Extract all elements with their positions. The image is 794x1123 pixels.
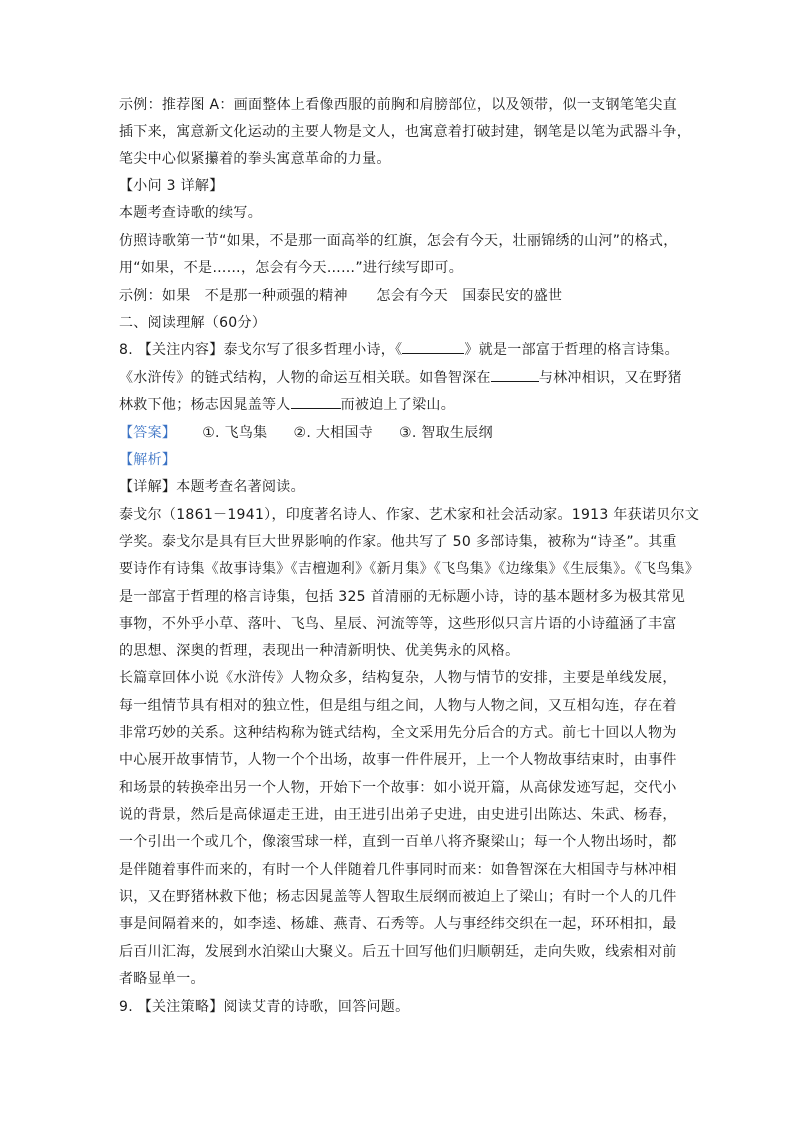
- q9-line: 9. 【关注策略】阅读艾青的诗歌，回答问题。: [119, 999, 410, 1015]
- example-a-line-2: 插下来，寓意新文化运动的主要人物是文人，也寓意着打破封建，钢笔是以笔为武器斗争，: [119, 124, 691, 140]
- analysis-p1-line-3: 要诗作有诗集《故事诗集》《吉檀迦利》《新月集》《飞鸟集》《边缘集》《生辰集》。《飞鸟集》: [119, 561, 700, 577]
- q3-example: 示例：如果 不是那一种顽强的精神 怎会有今天 国泰民安的盛世: [119, 288, 563, 304]
- analysis-p2-line-3: 非常巧妙的关系。这种结构称为链式结构，全文采用先分后合的方式。前七十回以人物为: [119, 725, 677, 741]
- q8-line-2: [119, 369, 682, 387]
- analysis-p2-line-8: 是伴随着事件而来的，有时一个人伴随着几件事同时而来：如鲁智深在大相国寺与林冲相: [119, 862, 677, 878]
- q3-line-1: 本题考查诗歌的续写。: [119, 205, 262, 221]
- analysis-p2-line-7: 一个引出一个或几个，像滚雪球一样，直到一百单八将齐聚梁山；每一个人物出场时，都: [119, 834, 677, 850]
- analysis-p1-line-1: 泰戈尔（1861－1941），印度著名诗人、作家、艺术家和社会活动家。1913 年获诺贝尔文: [119, 507, 700, 523]
- q8-line-1: [119, 341, 679, 359]
- analysis-p2-line-1: 长篇章回体小说《水浒传》人物众多，结构复杂，人物与情节的安排，主要是单线发展，: [119, 670, 677, 686]
- answer-row: [119, 424, 493, 442]
- q8-blank-3: [291, 408, 341, 409]
- analysis-p1-line-5: 事物，不外乎小草、落叶、飞鸟、星辰、河流等等，这些形似只言片语的小诗蕴涵了丰富: [119, 616, 677, 632]
- analysis-p1-line-4: 是一部富于哲理的格言诗集，包括 325 首清丽的无标题小诗，诗的基本题材多为极其常见: [119, 589, 686, 605]
- q3-heading: 【小问 3 详解】: [119, 178, 224, 194]
- analysis-p2-line-9: 识，又在野猪林救下他；杨志因晁盖等人智取生辰纲而被迫上了梁山；有时一个人的几件: [119, 889, 677, 905]
- analysis-p2-line-6: 说的背景，然后是高俅逼走王进，由王进引出弟子史进，由史进引出陈达、朱武、杨春，: [119, 807, 677, 823]
- analysis-p1-line-6: 的思想、深奥的哲理，表现出一种清新明快、优美隽永的风格。: [119, 643, 520, 659]
- q8-line-3-start: 林救下他；杨志因晁盖等人: [119, 397, 291, 413]
- analysis-p2-line-10: 事是间隔着来的，如李逵、杨雄、燕青、石秀等。人与事经纬交织在一起，环环相扣，最: [119, 916, 677, 932]
- analysis-p2-line-11: 后百川汇海，发展到水泊梁山大聚义。后五十回写他们归顺朝廷，走向失败，线索相对前: [119, 944, 677, 960]
- detail-heading: 【详解】本题考查名著阅读。: [119, 479, 305, 495]
- answer-label: 【答案】: [119, 425, 177, 441]
- analysis-p2-line-12: 者略显单一。: [119, 971, 205, 987]
- q8-line-3: [119, 396, 455, 414]
- q8-line-2-end: 与林冲相识，又在野猪: [538, 370, 682, 386]
- section-2-title: 二、阅读理解（60分）: [119, 315, 267, 331]
- analysis-p1-line-2: 学奖。泰戈尔是具有巨大世界影响的作家。他共写了 50 多部诗集，被称为“诗圣”。其重: [119, 534, 677, 550]
- q8-line-1-start: 8. 【关注内容】泰戈尔写了很多哲理小诗，《: [119, 342, 403, 358]
- analysis-label: 【解析】: [119, 452, 177, 468]
- q8-blank-1: [402, 353, 464, 354]
- q3-line-3: 用“如果，不是……，怎会有今天……”进行续写即可。: [119, 260, 464, 276]
- answer-item-3: ③. 智取生辰纲: [399, 425, 493, 441]
- example-a-line-1: 示例：推荐图 A：画面整体上看像西服的前胸和肩膀部位，以及领带，似一支钢笔笔尖直: [119, 97, 678, 113]
- q8-line-2-start: 《水浒传》的链式结构，人物的命运互相关联。如鲁智深在: [119, 370, 491, 386]
- analysis-p2-line-4: 中心展开故事情节，人物一个个出场，故事一件件展开，上一个人物故事结束时，由事件: [119, 752, 677, 768]
- q3-line-2: 仿照诗歌第一节“如果，不是那一面高举的红旗，怎会有今天，壮丽锦绣的山河”的格式，: [119, 233, 678, 249]
- answer-item-2: ②. 大相国寺: [293, 425, 374, 441]
- answer-item-1: ①. 飞鸟集: [202, 425, 268, 441]
- analysis-p2-line-2: 每一组情节具有相对的独立性，但是组与组之间，人物与人物之间，又互相勾连，存在着: [119, 698, 677, 714]
- q8-line-1-end: 》就是一部富于哲理的格言诗集。: [464, 342, 679, 358]
- q8-line-3-end: 而被迫上了梁山。: [340, 397, 456, 413]
- q8-blank-2: [491, 381, 539, 382]
- example-a-line-3: 笔尖中心似紧攥着的拳头寓意革命的力量。: [119, 151, 391, 167]
- analysis-p2-line-5: 和场景的转换牵出另一个人物，开始下一个故事：如小说开篇，从高俅发迹写起，交代小: [119, 780, 677, 796]
